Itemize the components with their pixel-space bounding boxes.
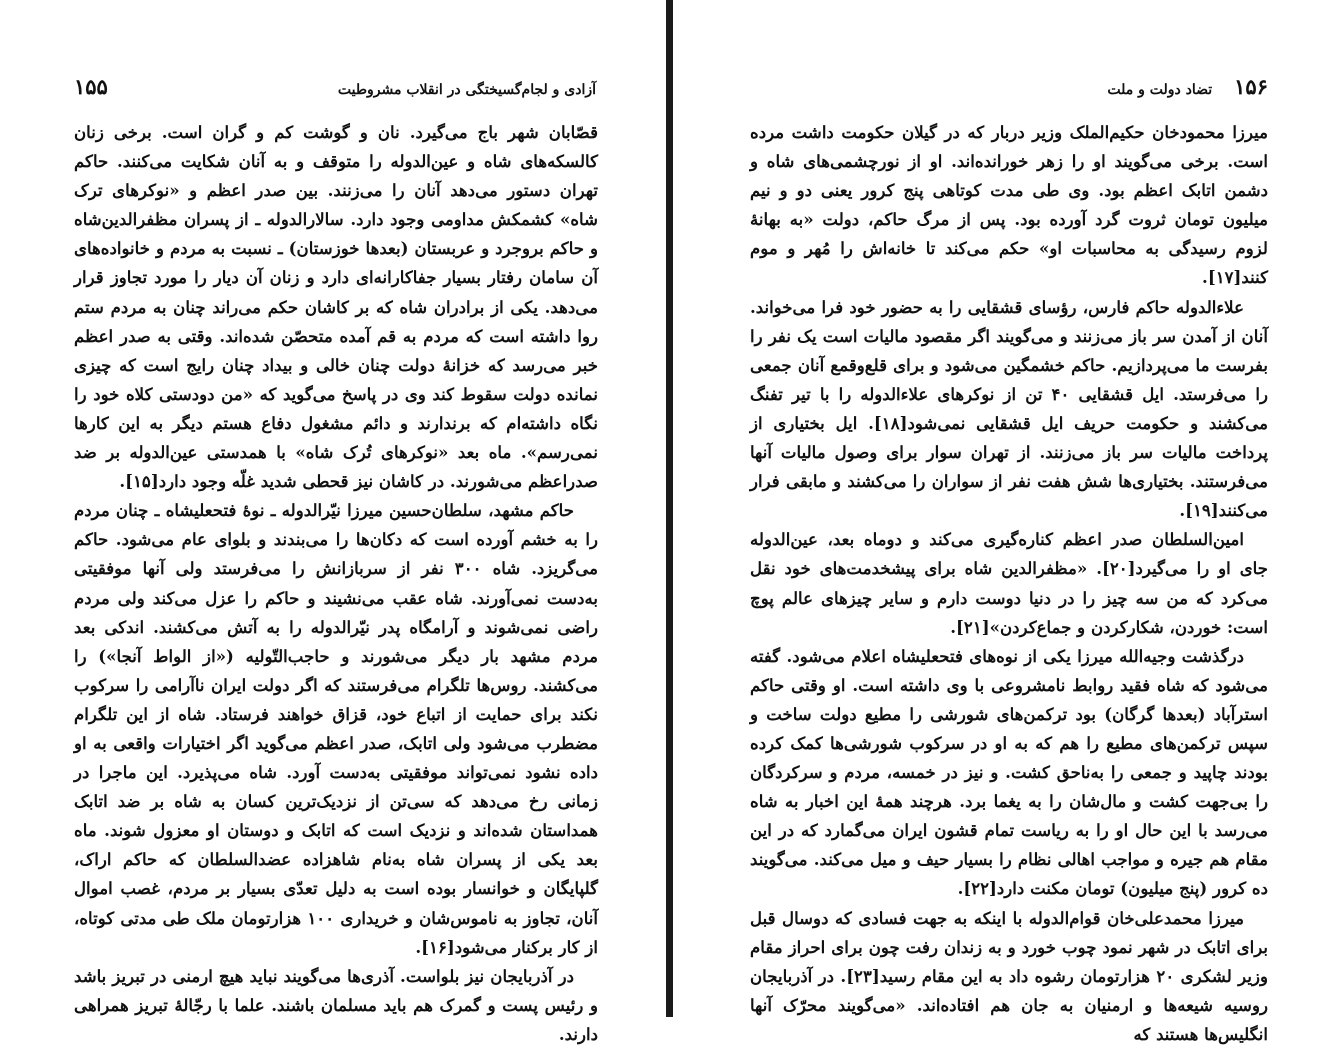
right-running-title: تضاد دولت و ملت — [1107, 82, 1213, 98]
right-page-header — [750, 74, 1268, 104]
left-page-number: ۱۵۵ — [74, 74, 108, 99]
paragraph: میرزا محمدعلی‌خان قوام‌الدوله با اینکه به جهت فسادی که دوسال قبل برای اتابک در شهر نمود چوب خورد و به زندان رفت چون برای احراز مقام وزیر لشکری ۲۰ هزارتومان رشوه داد به این مقام رسید[۲۳]. در آذربایجان روسیه شیعه‌ها و ارمنیان به جان هم افتاده‌اند. «می‌گویند محرّک آنها انگلیس‌ها هستند که — [750, 907, 1268, 1044]
paragraph: در آذربایجان نیز بلواست. آذری‌ها می‌گویند نباید هیچ ارمنی در تبریز باشد و رئیس پست و گمرک هم باید مسلمان باشند. علما با رجّالهٔ تبریز همراهی دارند. — [74, 965, 598, 1044]
right-page-body — [750, 118, 1268, 1049]
paragraph: میرزا محمودخان حکیم‌الملک وزیر دربار که در گیلان حکومت داشت مرده است. برخی می‌گویند او را زهر خورانده‌اند. او از نورچشمی‌های شاه و دشمن اتابک اعظم بود. وی طی مدت کوتاهی پنج کرور یعنی دو و نیم میلیون تومان ثروت گرد آورده بود. پس از مرگ حاکم، دولت «به بهانهٔ لزوم رسیدگی به محاسبات او» حکم می‌کند تا خانه‌اش را مُهر و موم کنند[۱۷]. — [750, 122, 1268, 288]
left-page-body — [74, 118, 598, 1049]
right-page-number: ۱۵۶ — [1234, 74, 1268, 99]
paragraph: علاءالدوله حاکم فارس، رؤسای قشقایی را به حضور خود فرا می‌خواند. آنان از آمدن سر باز می‌زنند و می‌گویند اگر مقصود مالیات است یک نفر را بفرست ما می‌پردازیم. حاکم خشمگین می‌شود و برای قلع‌وقمع آنان جمعی را می‌فرستد. ایل قشقایی ۴۰ تن از نوکرهای علاءالدوله را با تیر تفنگ می‌کشند و حکومت حریف ایل قشقایی نمی‌شود[۱۸]. ایل بختیاری از پرداخت مالیات سر باز می‌زنند. از تهران سوار برای وصول مالیات آنها می‌فرستند. بختیاری‌ها شش هفت نفر از سواران را می‌کشند و مابقی فرار می‌کنند[۱۹]. — [750, 296, 1268, 521]
left-running-title: آزادی و لجام‌گسیختگی در انقلاب مشروطیت — [337, 82, 596, 98]
right-page — [676, 0, 1340, 1044]
paragraph: امین‌السلطان صدر اعظم کناره‌گیری می‌کند و دوماه بعد، عین‌الدوله جای او را می‌گیرد[۲۰]. «مظفرالدین شاه برای پیشخدمت‌های خود نقل می‌کرد که من سه چیز را در دنیا دوست دارم و سایر چیزهای عالم پوچ است: خوردن، شکارکردن و جماع‌کردن»[۲۱]. — [750, 529, 1268, 637]
left-page-header — [74, 74, 596, 104]
paragraph: درگذشت وجیه‌الله میرزا یکی از نوه‌های فتحعلیشاه اعلام می‌شود. گفته می‌شود که شاه فقید روابط نامشروعی با وی داشته است. او وقتی حاکم استرآباد (بعدها گرگان) بود ترکمن‌های شورشی را مطیع دولت ساخت و سپس ترکمن‌های مطیع را هم که به او در سرکوب شورشی‌ها کمک کرده بودند چاپید و جمعی را به‌ناحق کشت. و نیز در خمسه، مردم و سرکردگان را بی‌جهت کشت و مال‌شان را به یغما برد. هرچند همهٔ این اخبار به شاه می‌رسد با این حال او را به ریاست تمام قشون ایران می‌گمارد که در این مقام هم جیره و مواجب اهالی نظام را بسیار حیف و میل می‌کند. می‌گویند ده کرور (پنج میلیون) تومان مکنت دارد[۲۲]. — [750, 645, 1268, 899]
paragraph: قصّابان شهر باج می‌گیرد. نان و گوشت کم و گران است. برخی زنان کالسکه‌های شاه و عین‌الدوله را متوقف و به آنان شکایت می‌کنند. حاکم تهران دستور می‌دهد آنان را می‌زنند. بین صدر اعظم و «نوکرهای ترک شاه» کشمکش مداومی وجود دارد. سالارالدوله ـ از پسران مظفرالدین‌شاه و حاکم بروجرد و عربستان (بعدها خوزستان) ـ نسبت به مردم و خانواده‌های آن سامان رفتار بسیار جفاکارانه‌ای دارد و زنان آن دیار را مورد تجاوز قرار می‌دهد. یکی از برادران شاه که بر کاشان حکم می‌راند چنان به مردم ستم روا داشته است که مردم به قم آمده متحصّن شده‌اند. وقتی به صدر اعظم خبر می‌رسد که خزانهٔ دولت چنان خالی و بیداد چنان رایج است که چیزی نمانده دولت سقوط کند وی در پاسخ می‌گوید که «من دودستی کلاه خود را نگاه داشته‌ام که برندارند و دائم مشغول دفاع هستم دیگر به این کارها نمی‌رسم». ماه بعد «نوکرهای تُرک شاه» با همدستی عین‌الدوله بر ضد صدراعظم می‌شورند. در کاشان نیز قحطی شدید غلّه وجود دارد[۱۵]. — [74, 122, 598, 492]
paragraph: حاکم مشهد، سلطان‌حسین میرزا نیّرالدوله ـ نوهٔ فتحعلیشاه ـ چنان مردم را به خشم آورده است که دکان‌ها را می‌بندند و بلوای عام می‌شود. حاکم می‌گریزد. شاه ۳۰۰ نفر از سربازانش را می‌فرستد ولی آنها موفقیتی به‌دست نمی‌آورند. شاه عقب می‌نشیند و حاکم را عزل می‌کند ولی مردم راضی نمی‌شوند و آرامگاه پدر نیّرالدوله را به آتش می‌کشند. اندکی بعد مردم مشهد بار دیگر می‌شورند و حاجب‌التّولیه («از الواط آنجا») را می‌کشند. روس‌ها تلگرام می‌فرستند که اگر دولت ایران ناآرامی را سرکوب نکند برای حمایت از اتباع خود، قزاق خواهند فرستاد. شاه از این تلگرام مضطرب می‌شود ولی اتابک، صدر اعظم می‌گوید اگر اختیارات واقعی به او داده نشود نمی‌تواند موفقیتی به‌دست آورد. شاه می‌پذیرد. این ماجرا در زمانی رخ می‌دهد که سی‌تن از نزدیک‌ترین کسان به شاه بر ضد اتابک همداستان شده‌اند و نزدیک است که اتابک و دوستان او معزول شوند. ماه بعد یکی از پسران شاه به‌نام شاهزاده عضدالسلطان که حاکم اراک، گلپایگان و خوانسار بوده است به دلیل تعدّی بسیار بر مردم، غصب اموال آنان، تجاوز به ناموس‌شان و خریداری ۱۰۰ هزارتومان ملک طی مدتی کوتاه، از کار برکنار می‌شود[۱۶]. — [74, 500, 598, 957]
book-gutter — [666, 0, 673, 1017]
left-page — [0, 0, 666, 1044]
